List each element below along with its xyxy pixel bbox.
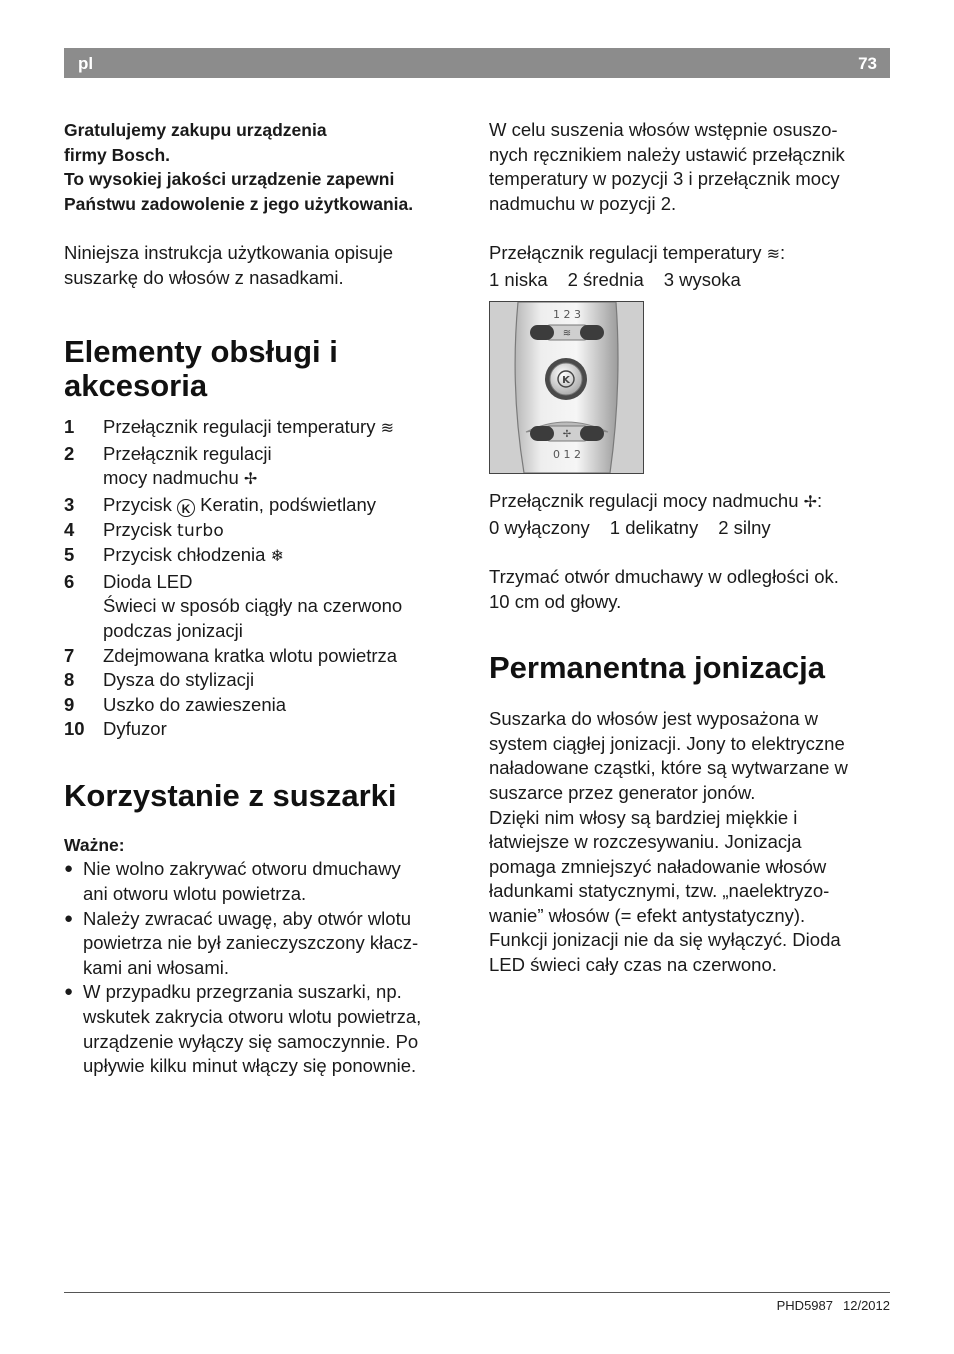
paragraph-line: ładunkami statycznymi, tzw. „naelektryzo- [489,880,830,902]
intro-text-line: Niniejsza instrukcja użytkowania opisuje [64,241,394,263]
temperature-icon: ≋ [380,420,395,438]
item-number: 5 [64,544,75,566]
footer [777,1298,890,1313]
usage-heading: Korzystanie z suszarki [64,777,397,813]
item-text: mocy nadmuchu [103,467,239,489]
item-text: Przycisk [103,493,172,515]
ionization-paragraph [489,707,894,978]
item-text: Przycisk [103,518,172,540]
elements-list [64,415,469,742]
elements-heading-line: akcesoria [64,368,208,404]
bullet-line: powietrza nie był zanieczyszczony kłacz- [83,932,419,954]
item-text: Uszko do zawieszenia [103,693,287,715]
setting-value: 2 silny [718,516,771,538]
list-item [64,466,469,493]
paragraph-line: temperatury w pozycji 3 i przełącznik mocy [489,168,840,190]
intro-line: To wysokiej jakości urządzenie zapewni [64,169,395,190]
list-item [64,594,469,619]
paragraph-line: naładowane cząstki, które są wytwarzane w [489,757,848,779]
paragraph-line: suszarce przez generator jonów. [489,781,756,803]
bullet-line: ani otworu wlotu powietrza. [83,883,307,905]
left-column [64,118,469,1079]
item-number: 2 [64,442,75,464]
publication-date: 12/2012 [843,1298,890,1313]
language-code: pl [78,54,94,73]
fan-icon: ✢ [562,429,572,441]
intro-text [64,241,469,290]
bullet-line: Nie wolno zakrywać otworu dmuchawy [83,858,401,880]
item-number: 4 [64,518,75,540]
paragraph-line: system ciągłej jonizacji. Jony to elektryczne [489,732,845,754]
paragraph-line: łatwiejsze w rozczesywaniu. Jonizacja [489,831,802,853]
item-number: 10 [64,718,85,740]
item-text: podczas jonizacji [103,619,243,641]
fan-icon: ✢ [803,494,818,512]
list-item [64,980,469,1078]
list-item [64,442,469,467]
item-number [64,594,103,619]
paragraph-line: nadmuchu w pozycji 2. [489,192,677,214]
fan-label-text: Przełącznik regulacji mocy nadmuchu [489,490,799,512]
fan-icon: ✢ [243,471,258,489]
paragraph-line: W celu suszenia włosów wstępnie osuszo- [489,119,838,140]
list-item [64,668,469,693]
setting-value: 1 delikatny [609,516,699,538]
item-text: Dioda LED [103,570,193,592]
dryer-handle-illustration [490,302,643,473]
list-item [64,717,469,742]
item-number: 6 [64,570,75,592]
item-text: Świeci w sposób ciągły na czerwono [103,595,403,617]
list-item [64,619,469,644]
paragraph-line: Suszarka do włosów jest wyposażona w [489,708,819,730]
item-number: 1 [64,416,75,438]
temperature-digits: 1 2 3 [553,308,581,322]
item-text: Keratin, podświetlany [200,493,377,515]
list-item [64,493,469,518]
list-item [64,907,469,981]
list-item [64,644,469,669]
item-number [64,466,103,493]
pre-drying-paragraph [489,118,894,216]
intro-text-line: suszarkę do włosów z nasadkami. [64,266,344,288]
page-number: 73 [858,54,877,73]
temperature-label-text: Przełącznik regulacji temperatury [489,241,762,263]
distance-paragraph [489,565,894,614]
paragraph-line: LED świeci cały czas na czerwono. [489,954,777,976]
intro-line: Gratulujemy zakupu urządzenia [64,120,327,140]
model-number: PHD5987 [776,1298,833,1313]
item-number: 3 [64,493,75,515]
item-number: 9 [64,693,75,715]
list-item [64,693,469,718]
paragraph-line: nych ręcznikiem należy ustawić przełącznik [489,143,845,165]
list-item [64,570,469,595]
fan-switch-label: Przełącznik regulacji mocy nadmuchu ✢: [489,489,894,516]
keratin-k-icon: K [562,375,570,387]
list-item [64,857,469,906]
warning-label: Ważne: [64,834,125,855]
list-item [64,543,469,570]
turbo-label: turbo [177,520,225,541]
setting-value: 2 średnia [567,268,644,290]
paragraph-line: 10 cm od głowy. [489,590,622,612]
keratin-k-icon: K [177,499,195,517]
item-text: Przycisk chłodzenia [103,544,266,566]
item-text: Przełącznik regulacji [103,442,272,464]
paragraph-line: Dzięki nim włosy są bardziej miękkie i [489,806,798,828]
switch-photo [489,301,644,474]
bullet-line: wskutek zakrycia otworu wlotu powietrza, [83,1006,422,1028]
bullet-line: upływie kilku minut włączy się ponownie. [83,1055,417,1077]
intro-line: Państwu zadowolenie z jego użytkowania. [64,193,414,214]
bullet-icon: ● [64,860,74,878]
temperature-icon: ≋ [766,245,781,263]
warning-list [64,857,469,1078]
temperature-icon: ≋ [562,328,572,340]
fan-digits: 0 1 2 [553,448,581,462]
fan-settings [489,516,894,541]
bullet-line: urządzenie wyłączy się samoczynnie. Po [83,1030,419,1052]
header-bar [64,48,890,78]
setting-value: 0 wyłączony [489,516,590,538]
bullet-line: W przypadku przegrzania suszarki, np. [83,981,402,1003]
bullet-icon: ● [64,909,74,927]
elements-heading-line: Elementy obsługi i [64,334,338,370]
item-text: Zdejmowana kratka wlotu powietrza [103,644,398,666]
elements-heading [64,335,469,403]
bullet-line: Należy zwracać uwagę, aby otwór wlotu [83,907,412,929]
item-number: 8 [64,669,75,691]
list-item [64,518,469,544]
paragraph-line: wanie” włosów (= efekt antystatyczny). [489,904,806,926]
setting-value: 1 niska [489,268,548,290]
bullet-line: kami ani włosami. [83,956,229,978]
paragraph-line: Trzymać otwór dmuchawy w odległości ok. [489,565,839,587]
temperature-settings [489,268,894,293]
temperature-switch-label: Przełącznik regulacji temperatury ≋: [489,241,894,268]
intro-line: firmy Bosch. [64,144,170,165]
list-item [64,415,469,442]
paragraph-line: pomaga zmniejszyć naładowanie włosów [489,855,827,877]
item-number: 7 [64,644,75,666]
right-column [489,118,894,978]
item-number [64,619,103,644]
ionization-heading: Permanentna jonizacja [489,650,825,686]
footer-divider [64,1292,890,1293]
item-text: Dysza do stylizacji [103,669,255,691]
snowflake-icon: ❄ [270,548,284,566]
bullet-icon: ● [64,983,74,1001]
setting-value: 3 wysoka [663,268,741,290]
item-text: Dyfuzor [103,718,167,740]
intro-bold [64,118,469,216]
paragraph-line: Funkcji jonizacji nie da się wyłączyć. Dioda [489,929,841,951]
item-text: Przełącznik regulacji temperatury [103,416,376,438]
